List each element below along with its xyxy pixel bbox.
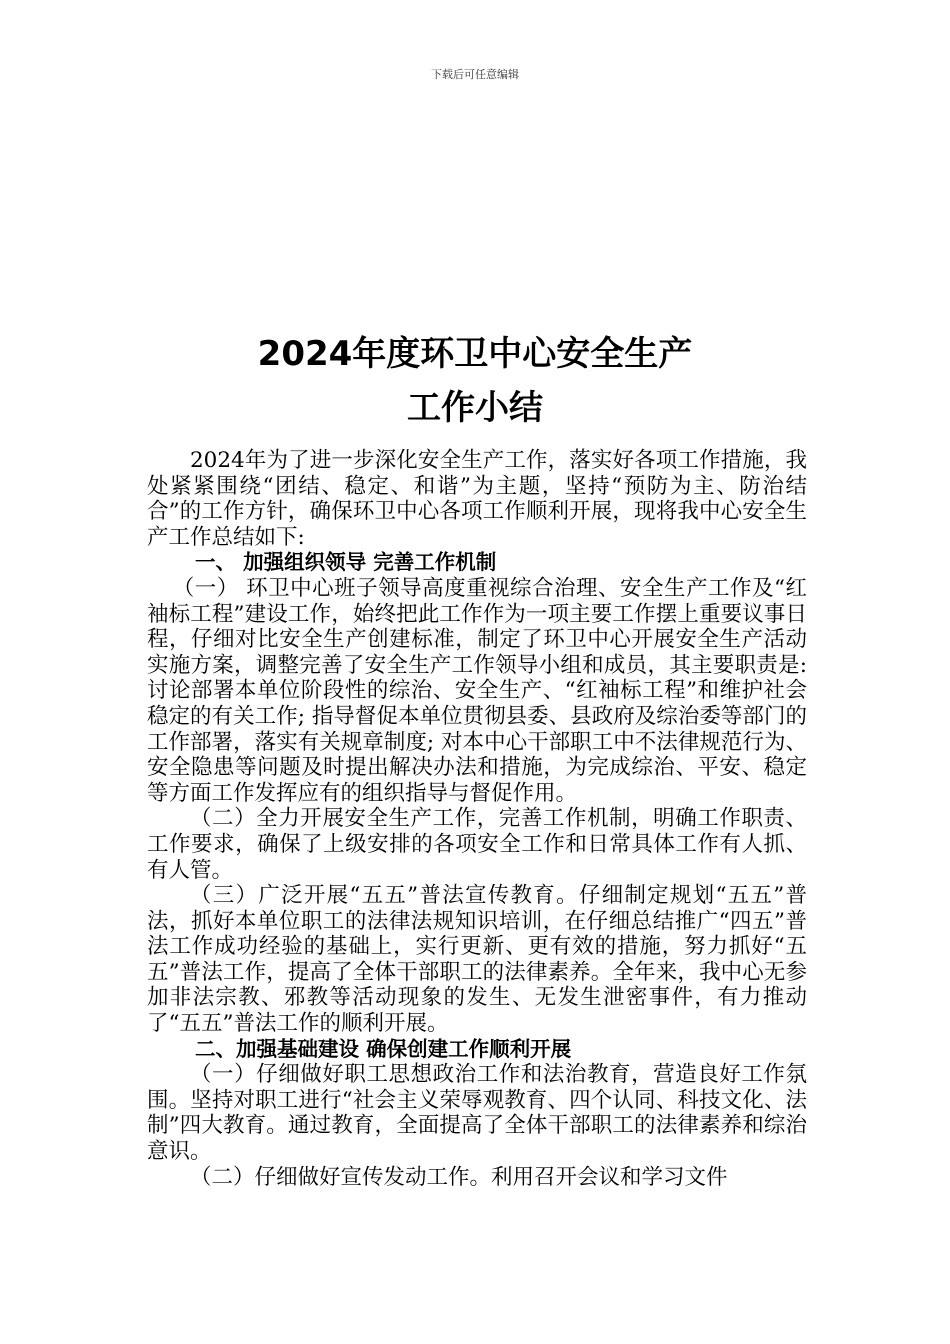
document-title-line-2: 工作小结 <box>407 388 543 428</box>
document-body <box>147 448 807 1190</box>
header-note: 下载后可任意编辑 <box>431 68 519 81</box>
section-heading-2: 二、加强基础建设 确保创建工作顺利开展 <box>195 1036 572 1061</box>
paragraph-2-1: （一）仔细做好职工思想政治工作和法治教育，营造良好工作氛围。坚持对职工进行“社会主义荣辱观教育、四个认同、科技文化、法制”四大教育。通过教育，全面提高了全体干部职工的法律素养和综治意识。 <box>147 1062 807 1165</box>
paragraph-1-1: （一） 环卫中心班子领导高度重视综合治理、安全生产工作及“红袖标工程”建设工作，始终把此工作作为一项主要工作摆上重要议事日程，仔细对比安全生产创建标准，制定了环卫中心开展安全生产活动实施方案，调整完善了安全生产工作领导小组和成员，其主要职责是: 讨论部署本单位阶段性的综治、安全生产、“红袖标工程”和维护社会稳定的有关工作; 指导督促本单位贯彻县委、县政府及综治委等部门的工作部署，落实有关规章制度; 对本中心干部职工中不法律规范行为、安全隐患等问题及时提出解决办法和措施，为完成综治、平安、稳定等方面工作发挥应有的组织指导与督促作用。 <box>147 575 807 806</box>
paragraph-2-2: （二）仔细做好宣传发动工作。利用召开会议和学习文件 <box>190 1164 728 1190</box>
document-title-line-1: 2024年度环卫中心安全生产 <box>257 334 693 374</box>
paragraph-1-3: （三）广泛开展“五五”普法宣传教育。仔细制定规划“五五”普法，抓好本单位职工的法律法规知识培训，在仔细总结推广“四五”普法工作成功经验的基础上，实行更新、更有效的措施，努力抓好“五五”普法工作，提高了全体干部职工的法律素养。全年来，我中心无参加非法宗教、邪教等活动现象的发生、无发生泄密事件，有力推动了“五五”普法工作的顺利开展。 <box>147 883 807 1037</box>
paragraph-intro: 2024年为了进一步深化安全生产工作，落实好各项工作措施，我处紧紧围绕“团结、稳定、和谐”为主题，坚持“预防为主、防治结合”的工作方针，确保环卫中心各项工作顺利开展，现将我中心安全生产工作总结如下: <box>147 448 807 550</box>
section-heading-1: 一、 加强组织领导 完善工作机制 <box>195 550 497 575</box>
paragraph-1-2: （二）全力开展安全生产工作，完善工作机制，明确工作职责、工作要求，确保了上级安排的各项安全工作和日常具体工作有人抓、有人管。 <box>147 806 807 883</box>
